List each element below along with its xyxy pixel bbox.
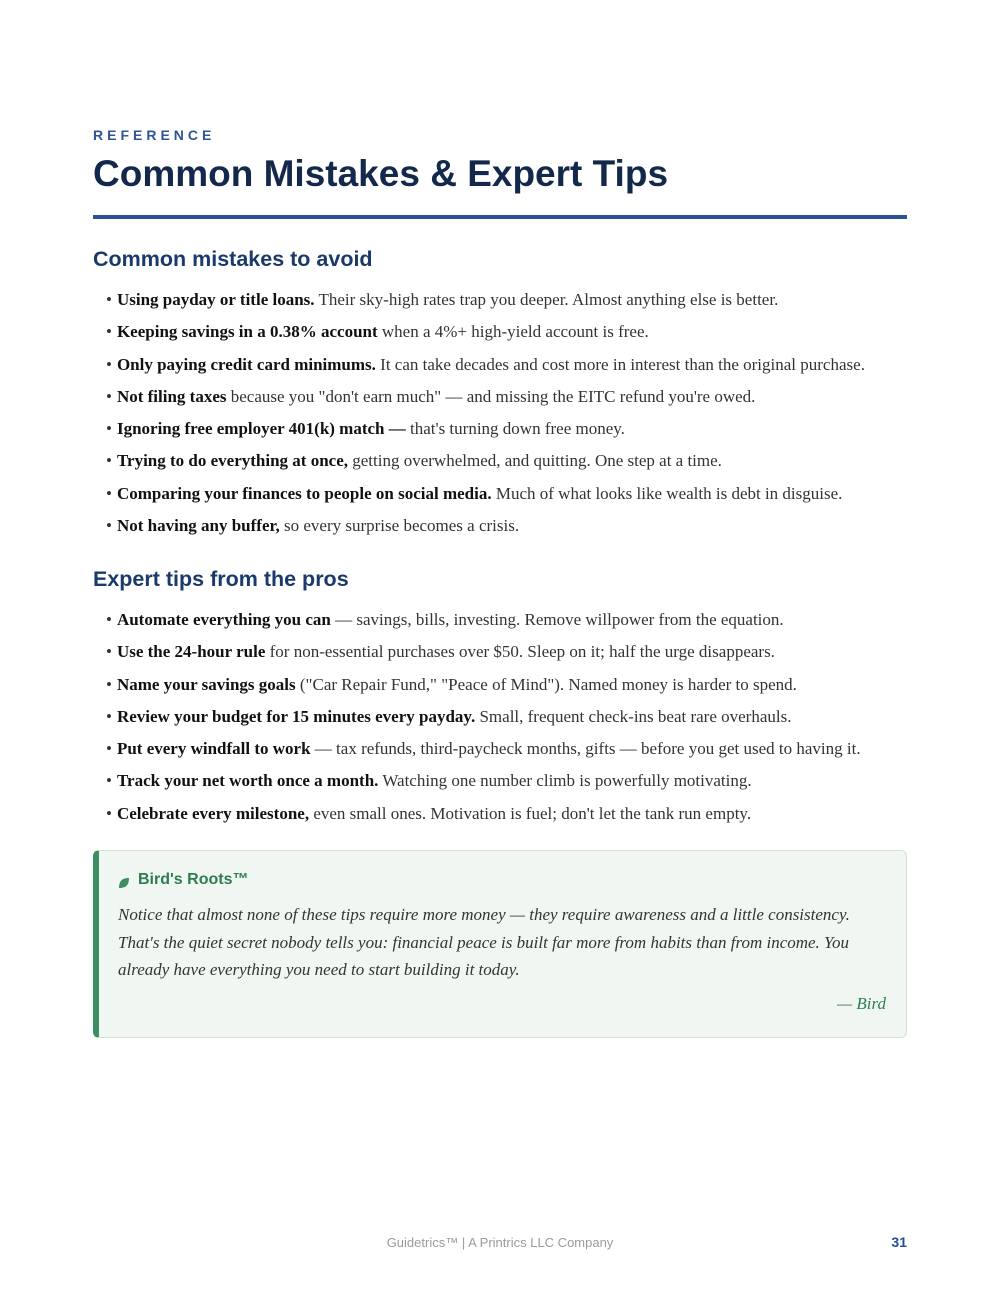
item-bold: Not having any buffer, <box>116 516 280 536</box>
callout-title: Bird's Roots™ <box>138 871 249 888</box>
list-item: • Comparing your finances to people on social media. Much of what looks like wealth is debt in disguise. <box>106 483 843 503</box>
list-item: • Track your net worth once a month. Watching one number climb is powerfully motivating. <box>106 771 752 791</box>
item-text: when a 4%+ high-yield account is free. <box>377 322 649 342</box>
item-text: Small, frequent check-ins beat rare overhauls. <box>475 706 792 726</box>
item-bold: Only paying credit card minimums. <box>116 354 376 374</box>
item-text: because you "don't earn much" — and missing the EITC refund you're owed. <box>226 386 756 406</box>
item-bold: Use the 24-hour rule <box>116 642 266 662</box>
item-text: so every surprise becomes a crisis. <box>279 516 520 536</box>
item-text: even small ones. Motivation is fuel; don't let the tank run empty. <box>309 803 752 823</box>
list-item: • Only paying credit card minimums. It can take decades and cost more in interest than the original purchase. <box>106 354 865 374</box>
item-bold: Keeping savings in a 0.38% account <box>116 322 378 342</box>
tips-heading: Expert tips from the pros <box>93 567 349 591</box>
item-text: It can take decades and cost more in interest than the original purchase. <box>375 354 865 374</box>
mistakes-list <box>106 284 865 542</box>
item-text: Much of what looks like wealth is debt in disguise. <box>491 483 843 503</box>
list-item: • Ignoring free employer 401(k) match — that's turning down free money. <box>106 419 625 439</box>
item-bold: Review your budget for 15 minutes every payday. <box>116 706 476 726</box>
list-item: • Keeping savings in a 0.38% account when a 4%+ high-yield account is free. <box>106 322 649 342</box>
item-text: Their sky-high rates trap you deeper. Almost anything else is better. <box>314 290 779 309</box>
item-text: Watching one number climb is powerfully motivating. <box>378 771 752 791</box>
item-bold: Trying to do everything at once, <box>116 451 349 471</box>
list-item: • Review your budget for 15 minutes every payday. Small, frequent check-ins beat rare overhauls. <box>106 706 792 726</box>
item-bold: Ignoring free employer 401(k) match — <box>116 419 406 439</box>
callout-body: Notice that almost none of these tips require more money — they require awareness and a little consistency. That's the quiet secret nobody tells you: financial peace is built far more from habits than from income. You already have everything you need to start building it today. <box>118 905 850 979</box>
list-item: • Celebrate every milestone, even small ones. Motivation is fuel; don't let the tank run empty. <box>106 803 752 823</box>
list-item: • Not having any buffer, so every surprise becomes a crisis. <box>106 516 520 536</box>
callout-header <box>118 871 248 889</box>
section-eyebrow: REFERENCE <box>93 127 216 143</box>
tips-list <box>106 604 861 830</box>
list-item: • Name your savings goals ("Car Repair Fund," "Peace of Mind"). Named money is harder to spend. <box>106 674 797 694</box>
item-text: getting overwhelmed, and quitting. One step at a time. <box>348 451 722 471</box>
page-title: Common Mistakes & Expert Tips <box>93 153 669 194</box>
page-number: 31 <box>891 1234 907 1250</box>
leaf-icon <box>118 876 130 888</box>
item-text: that's turning down free money. <box>405 419 625 439</box>
item-bold: Celebrate every milestone, <box>116 803 310 823</box>
item-bold: Name your savings goals <box>116 674 296 694</box>
birds-roots-callout <box>93 850 907 1038</box>
title-divider <box>93 215 907 219</box>
list-item: • Automate everything you can — savings, bills, investing. Remove willpower from the equation. <box>106 610 784 629</box>
item-text: ("Car Repair Fund," "Peace of Mind"). Named money is harder to spend. <box>295 674 797 694</box>
list-item: • Use the 24-hour rule for non-essential purchases over $50. Sleep on it; half the urge disappears. <box>106 642 775 662</box>
mistakes-heading: Common mistakes to avoid <box>93 247 373 271</box>
list-item: • Using payday or title loans. Their sky-high rates trap you deeper. Almost anything else is better. <box>106 290 779 309</box>
item-bold: Automate everything you can <box>116 610 331 629</box>
item-text: — savings, bills, investing. Remove willpower from the equation. <box>330 610 784 629</box>
item-text: — tax refunds, third-paycheck months, gifts — before you get used to having it. <box>310 739 861 759</box>
item-bold: Using payday or title loans. <box>116 290 315 309</box>
list-item: • Not filing taxes because you "don't earn much" — and missing the EITC refund you're owed. <box>106 386 756 406</box>
callout-signature: — Bird <box>837 994 886 1013</box>
item-text: for non-essential purchases over $50. Sleep on it; half the urge disappears. <box>265 642 775 662</box>
item-bold: Comparing your finances to people on social media. <box>116 483 492 503</box>
list-item: • Trying to do everything at once, getting overwhelmed, and quitting. One step at a time. <box>106 451 722 471</box>
item-bold: Put every windfall to work <box>116 739 311 759</box>
list-item: • Put every windfall to work — tax refunds, third-paycheck months, gifts — before you get used to having it. <box>106 739 861 759</box>
item-bold: Not filing taxes <box>116 386 227 406</box>
footer-company: Guidetrics™ | A Printrics LLC Company <box>386 1235 614 1250</box>
item-bold: Track your net worth once a month. <box>116 771 379 791</box>
